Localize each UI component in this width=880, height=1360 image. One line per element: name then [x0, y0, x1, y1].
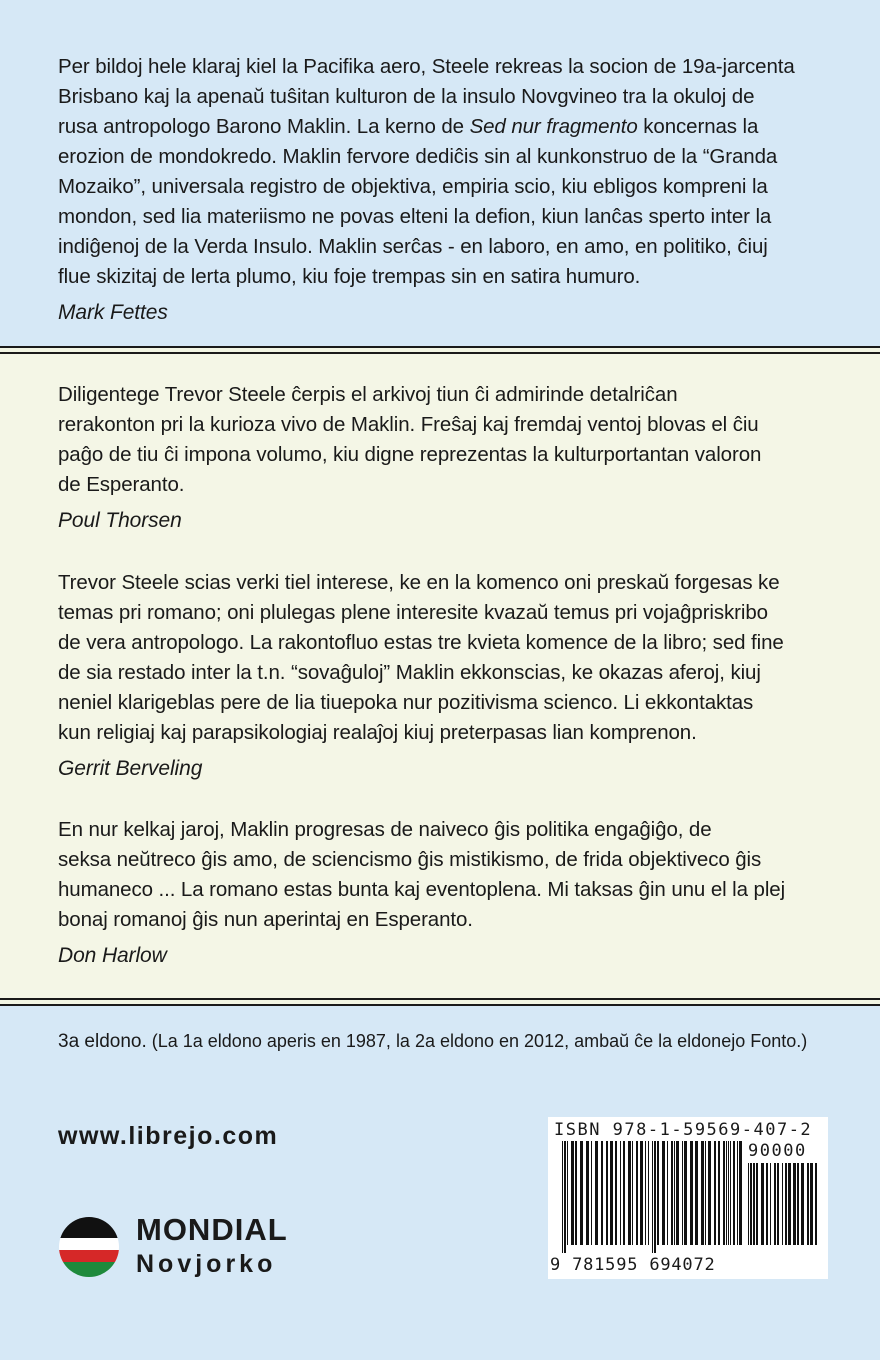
- review-author: Don Harlow: [58, 944, 167, 967]
- publisher-city: Novjorko: [136, 1250, 277, 1278]
- addon-bars: [748, 1163, 822, 1253]
- isbn-barcode: [548, 1117, 828, 1279]
- divider-top: [0, 346, 880, 354]
- barcode-bar: [595, 1141, 598, 1245]
- barcode-bar: [733, 1141, 735, 1245]
- review-3: [58, 568, 836, 784]
- barcode-bar: [785, 1163, 787, 1245]
- barcode-bar: [667, 1141, 668, 1245]
- barcode-bars: [562, 1141, 744, 1253]
- review-line: Brisbano kaj la apenaŭ tuŝitan kulturon de la insulo Novgvineo tra la okuloj de: [58, 85, 755, 108]
- barcode-bar: [810, 1163, 813, 1245]
- review-author: Gerrit Berveling: [58, 757, 203, 780]
- review-author: Poul Thorsen: [58, 509, 182, 532]
- barcode-bar: [774, 1163, 776, 1245]
- barcode-bar: [671, 1141, 673, 1245]
- barcode-bar: [654, 1141, 656, 1253]
- barcode-bar: [705, 1141, 706, 1245]
- barcode-bar: [652, 1141, 653, 1253]
- barcode-bar: [567, 1141, 568, 1245]
- review-line: rusa antropologo Barono Maklin. La kerno de: [58, 115, 470, 138]
- barcode-bar: [788, 1163, 791, 1245]
- review-text: [58, 815, 836, 935]
- edition-note: [58, 1028, 858, 1055]
- barcode-bar: [657, 1141, 659, 1245]
- review-author: Mark Fettes: [58, 301, 168, 324]
- barcode-bar: [753, 1163, 755, 1245]
- barcode-bar: [601, 1141, 603, 1245]
- review-line: bonaj romanoj ĝis nun aperintaj en Esperanto.: [58, 908, 473, 931]
- barcode-bar: [777, 1163, 779, 1245]
- barcode-bar: [586, 1141, 589, 1245]
- barcode-bar: [782, 1163, 783, 1245]
- website-link[interactable]: www.librejo.com: [58, 1122, 279, 1150]
- review-text: [58, 568, 836, 748]
- barcode-bar: [728, 1141, 729, 1245]
- barcode-bar: [676, 1141, 679, 1245]
- barcode-bar: [730, 1141, 731, 1245]
- divider-bottom: [0, 998, 880, 1006]
- review-line: En nur kelkaj jaroj, Maklin progresas de naiveco ĝis politika engaĝiĝo, de: [58, 818, 712, 841]
- barcode-bar: [684, 1141, 687, 1245]
- review-line: temas pri romano; oni plulegas plene interesite kvazaŭ temus pri vojaĝpriskribo: [58, 601, 768, 624]
- review-line: koncernas la: [637, 115, 759, 138]
- barcode-bar: [662, 1141, 665, 1245]
- barcode-bar: [723, 1141, 725, 1245]
- review-line: de sia restado inter la t.n. “sovaĝuloj” Maklin ekkonscias, ke okazas aferoj, kiuj: [58, 661, 761, 684]
- barcode-bar: [636, 1141, 638, 1245]
- barcode-bar: [628, 1141, 631, 1245]
- review-text: [58, 380, 836, 500]
- barcode-bar: [580, 1141, 583, 1245]
- review-1: [58, 52, 836, 328]
- barcode-bar: [645, 1141, 646, 1245]
- barcode-bar: [610, 1141, 613, 1245]
- review-line: de vera antropologo. La rakontofluo estas tre kvieta komence de la libro; sed fine: [58, 631, 784, 654]
- barcode-bar: [591, 1141, 592, 1245]
- barcode-bar: [739, 1141, 742, 1245]
- barcode-bar: [615, 1141, 617, 1245]
- barcode-bar: [562, 1141, 563, 1253]
- barcode-bar: [726, 1141, 727, 1245]
- barcode-bar: [737, 1141, 738, 1245]
- review-line: de Esperanto.: [58, 473, 185, 496]
- addon-code: 90000: [748, 1141, 807, 1161]
- barcode-bar: [682, 1141, 683, 1245]
- barcode-bar: [815, 1163, 817, 1245]
- barcode-bar: [766, 1163, 768, 1245]
- review-line: flue skizitaj de lerta plumo, kiu foje trempas sin en satira humuro.: [58, 265, 641, 288]
- barcode-bar: [632, 1141, 633, 1245]
- review-line: Diligentege Trevor Steele ĉerpis el arkivoj tiun ĉi admirinde detalriĉan: [58, 383, 678, 406]
- barcode-bar: [701, 1141, 704, 1245]
- review-line: Mozaiko”, universala registro de objektiva, empiria scio, kiu ebligos kompreni la: [58, 175, 768, 198]
- isbn-label: ISBN 978-1-59569-407-2: [554, 1120, 813, 1140]
- review-line: kun religiaj kaj parapsikologiaj realaĵoj kiuj preterpasas lian komprenon.: [58, 721, 697, 744]
- barcode-number: 9 781595 694072: [550, 1255, 716, 1275]
- barcode-bar: [571, 1141, 574, 1245]
- barcode-bar: [606, 1141, 608, 1245]
- barcode-bar: [640, 1141, 643, 1245]
- review-4: [58, 815, 836, 971]
- review-line: erozion de mondokredo. Maklin fervore dediĉis sin al kunkonstruo de la “Granda: [58, 145, 778, 168]
- review-line: mondon, sed lia materiismo ne povas elteni la defion, kiun lanĉas sperto inter la: [58, 205, 772, 228]
- review-text: [58, 52, 836, 292]
- barcode-bar: [761, 1163, 764, 1245]
- review-line: humaneco ... La romano estas bunta kaj eventoplena. Mi taksas ĝin unu el la plej: [58, 878, 786, 901]
- barcode-bar: [748, 1163, 749, 1245]
- barcode-bar: [708, 1141, 711, 1245]
- barcode-bar: [575, 1141, 577, 1245]
- barcode-bar: [620, 1141, 621, 1245]
- review-line: indiĝenoj de la Verda Insulo. Maklin serĉas - en laboro, en amo, en politiko, ĉiuj: [58, 235, 768, 258]
- mondial-logo-icon: [58, 1216, 120, 1278]
- barcode-bar: [648, 1141, 649, 1245]
- barcode-bar: [674, 1141, 675, 1245]
- barcode-bar: [793, 1163, 796, 1245]
- barcode-bar: [718, 1141, 720, 1245]
- barcode-bar: [807, 1163, 809, 1245]
- review-line: neniel klarigeblas pere de lia tiuepoka nur pozitivisma scienco. Li ekkontaktas: [58, 691, 754, 714]
- review-line: Trevor Steele scias verki tiel interese, ke en la komenco oni preskaŭ forgesas ke: [58, 571, 780, 594]
- review-line: seksa neŭtreco ĝis amo, de sciencismo ĝis mistikismo, de frida objektiveco ĝis: [58, 848, 762, 871]
- publisher-name: MONDIAL: [136, 1212, 288, 1247]
- barcode-bar: [797, 1163, 799, 1245]
- barcode-bar: [623, 1141, 625, 1245]
- barcode-bar: [801, 1163, 804, 1245]
- barcode-bar: [690, 1141, 693, 1245]
- edition-label: 3a eldono.: [58, 1031, 147, 1052]
- review-2: [58, 380, 836, 536]
- barcode-bar: [770, 1163, 771, 1245]
- barcode-bar: [695, 1141, 698, 1245]
- barcode-bar: [564, 1141, 566, 1253]
- book-title: Sed nur fragmento: [469, 115, 638, 138]
- edition-history: (La 1a eldono aperis en 1987, la 2a eldono en 2012, ambaŭ ĉe la eldonejo Fonto.): [146, 1031, 808, 1051]
- barcode-bar: [714, 1141, 716, 1245]
- barcode-bar: [756, 1163, 758, 1245]
- review-line: rerakonton pri la kurioza vivo de Maklin. Freŝaj kaj fremdaj ventoj blovas el ĉiu: [58, 413, 759, 436]
- barcode-bar: [750, 1163, 752, 1245]
- review-line: paĝo de tiu ĉi impona volumo, kiu digne reprezentas la kulturportantan valoron: [58, 443, 762, 466]
- review-line: Per bildoj hele klaraj kiel la Pacifika aero, Steele rekreas la socion de 19a-jarcenta: [58, 55, 795, 78]
